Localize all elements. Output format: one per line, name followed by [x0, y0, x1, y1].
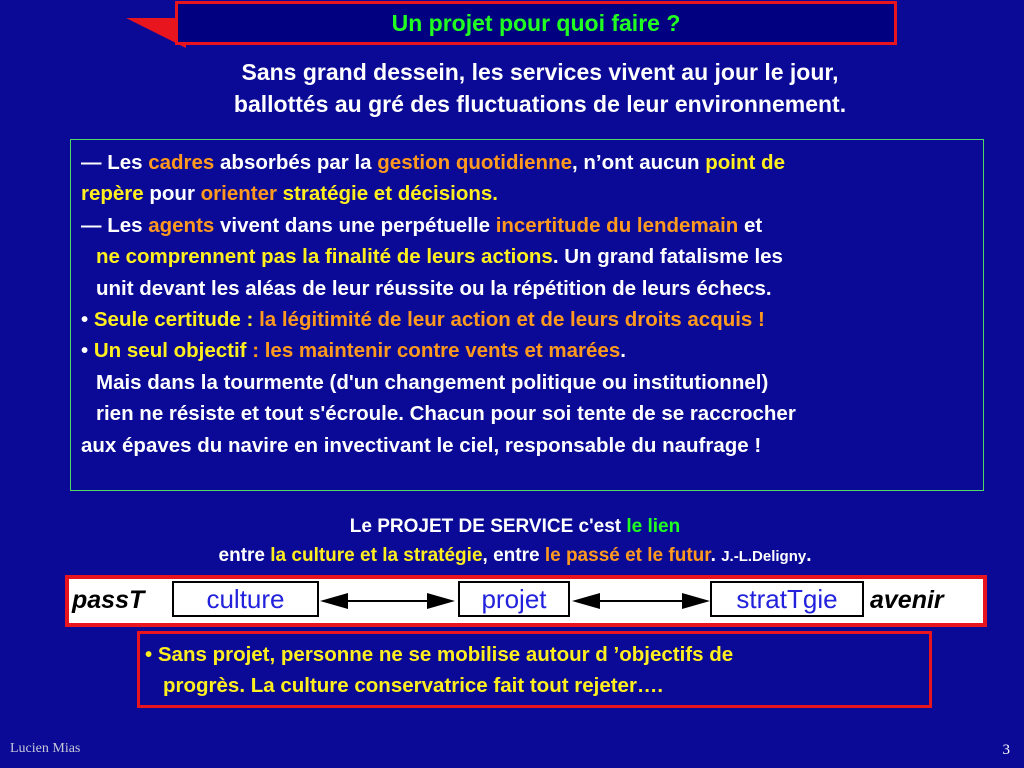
- highlight-certitude: Seule certitude :: [93, 307, 260, 331]
- text-run: pour: [143, 182, 201, 206]
- bullet: •: [81, 307, 94, 331]
- highlight-legitimite: la légitimité de leur action et de leurs droits acquis !: [259, 307, 765, 331]
- highlight-point: point de: [705, 151, 785, 174]
- slide-number: 3: [1002, 742, 1010, 758]
- project-quote: [80, 512, 950, 571]
- text-run: — Les: [81, 213, 149, 237]
- subtitle-line-2: ballottés au gré des fluctuations de leur environnement.: [233, 91, 847, 117]
- highlight-finalite: ne comprennent pas la finalité de leurs actions: [96, 245, 553, 269]
- highlight-strategie: stratégie et décisions.: [282, 182, 498, 206]
- highlight-culture-strategie: la culture et la stratégie: [270, 545, 483, 566]
- footer-author: Lucien Mias: [10, 741, 81, 756]
- highlight-incertitude: incertitude du lendemain: [495, 213, 739, 237]
- highlight-objectif: Un seul objectif: [93, 339, 247, 363]
- conclusion-line-2: progrès. La culture conservatrice fait tout rejeter….: [163, 674, 664, 697]
- highlight-agents: agents: [148, 213, 215, 237]
- main-line-4: [81, 241, 981, 272]
- highlight-maintenir: : les maintenir contre vents et marées: [246, 339, 621, 363]
- text-run: vivent dans une perpétuelle: [214, 213, 496, 237]
- flow-cell-culture: culture: [172, 581, 319, 617]
- main-line-6: [81, 304, 981, 335]
- text-run: , entre: [482, 545, 545, 566]
- main-line-2: [81, 178, 981, 209]
- main-line-8: Mais dans la tourmente (d'un changement politique ou institutionnel): [96, 370, 769, 394]
- text-run: . Un grand fatalisme les: [552, 245, 783, 269]
- quote-line-2: [80, 541, 950, 571]
- text-run: entre: [218, 545, 271, 566]
- text-run: et: [738, 213, 763, 237]
- highlight-cadres: cadres: [148, 151, 215, 174]
- flow-avenir-label: avenir: [870, 586, 944, 614]
- highlight-repere: repère: [81, 182, 144, 206]
- slide-subtitle: [100, 56, 980, 120]
- highlight-passe-futur: le passé et le futur: [544, 545, 711, 566]
- text-run: .: [620, 339, 626, 363]
- bullet: •: [81, 339, 94, 363]
- text-run: — Les: [81, 151, 149, 174]
- text-run: absorbés par la: [214, 151, 378, 174]
- text-run: Le PROJET DE SERVICE c'est: [349, 516, 627, 537]
- quote-author: J.-L.Deligny: [721, 548, 807, 565]
- text-run: .: [806, 545, 812, 566]
- main-line-1: [81, 147, 981, 178]
- highlight-orienter: orienter: [200, 182, 277, 206]
- text-run: .: [710, 545, 722, 566]
- main-line-5: unit devant les aléas de leur réussite ou la répétition de leurs échecs.: [96, 276, 772, 300]
- conclusion-text: [145, 639, 925, 701]
- text-run: , n’ont aucun: [572, 151, 706, 174]
- quote-line-1: [80, 512, 950, 541]
- subtitle-line-1: Sans grand dessein, les services vivent au jour le jour,: [241, 59, 839, 85]
- flow-cell-projet: projet: [458, 581, 570, 617]
- flow-cell-strategie: stratТgie: [710, 581, 864, 617]
- main-line-7: [81, 335, 981, 366]
- highlight-gestion: gestion quotidienne: [377, 151, 573, 174]
- slide-title: Un projet pour quoi faire ?: [175, 1, 897, 45]
- main-line-9: rien ne résiste et tout s'écroule. Chacun pour soi tente de se raccrocher: [96, 402, 796, 426]
- main-text-block: [81, 147, 981, 461]
- main-line-3: [81, 210, 981, 241]
- flow-passe-label: passТ: [72, 586, 145, 614]
- highlight-lien: le lien: [626, 516, 681, 537]
- conclusion-line-1: • Sans projet, personne ne se mobilise autour d ’objectifs de: [145, 643, 734, 666]
- main-line-10: aux épaves du navire en invectivant le ciel, responsable du naufrage !: [81, 433, 762, 457]
